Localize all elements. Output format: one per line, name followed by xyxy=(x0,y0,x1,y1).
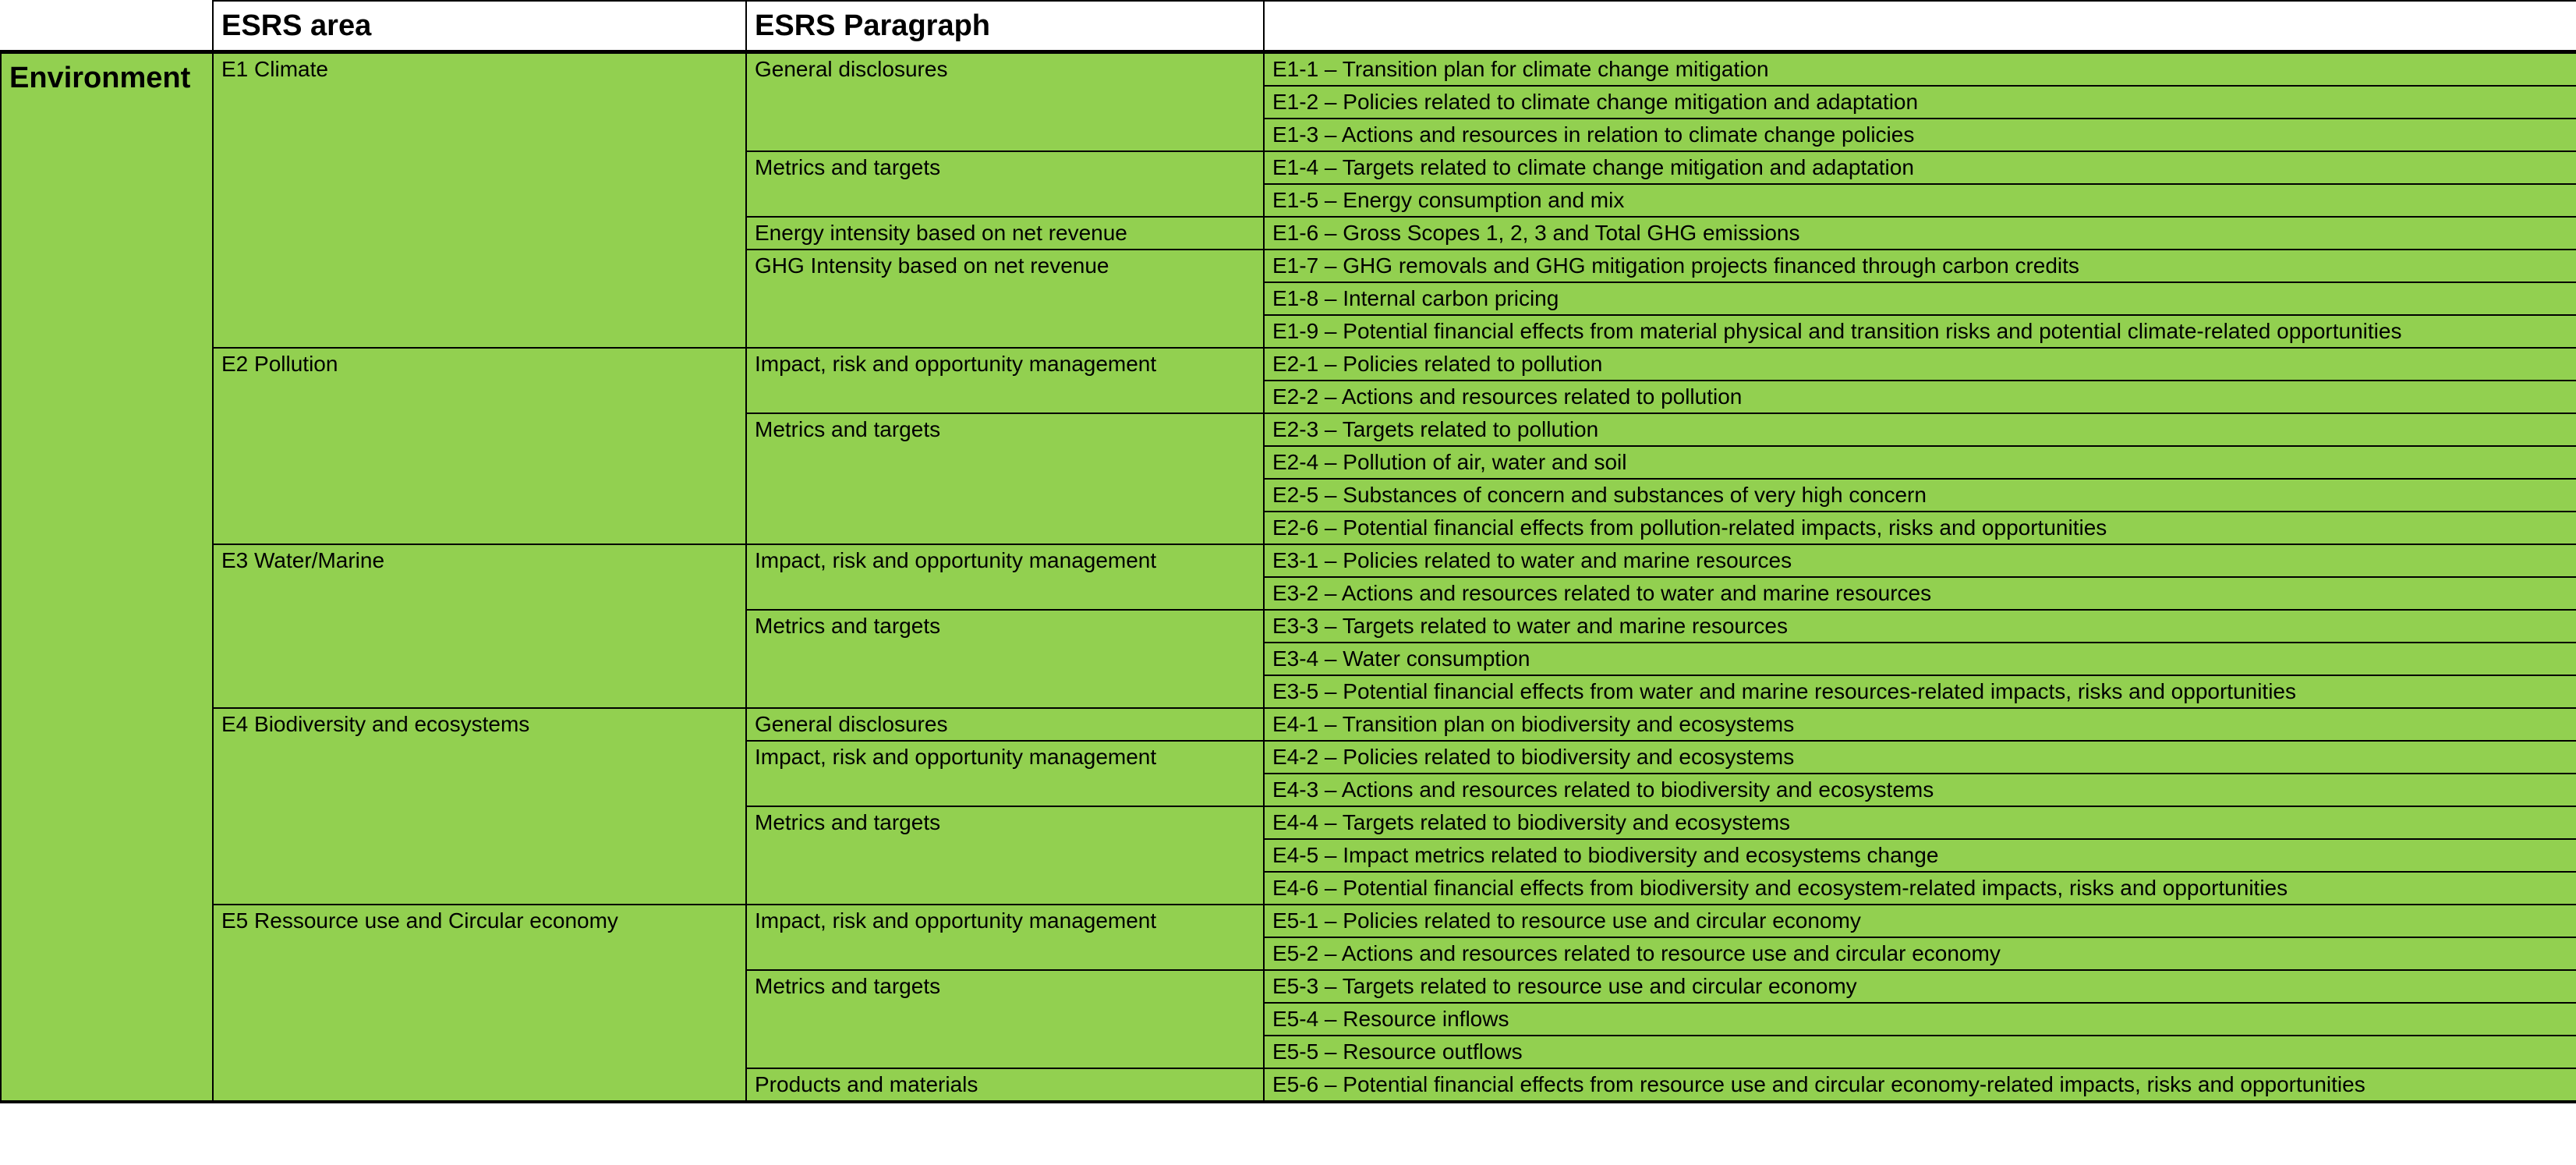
header-row xyxy=(1,1,2576,52)
esrs-section-cell[interactable]: Impact, risk and opportunity management xyxy=(746,544,1264,610)
esrs-paragraph-cell[interactable]: E1-4 – Targets related to climate change mitigation and adaptation xyxy=(1264,151,2576,184)
esrs-paragraph-cell[interactable]: E1-9 – Potential financial effects from material physical and transition risks and potential climate-related opportunities xyxy=(1264,315,2576,348)
esrs-paragraph-cell[interactable]: E1-6 – Gross Scopes 1, 2, 3 and Total GHG emissions xyxy=(1264,217,2576,250)
table-row xyxy=(1,544,2576,577)
esrs-paragraph-cell[interactable]: E2-1 – Policies related to pollution xyxy=(1264,348,2576,381)
esrs-paragraph-cell[interactable]: E4-2 – Policies related to biodiversity and ecosystems xyxy=(1264,741,2576,774)
esrs-paragraph-cell[interactable]: E5-6 – Potential financial effects from resource use and circular economy-related impacts, risks and opportunities xyxy=(1264,1068,2576,1102)
esrs-section-cell[interactable]: Impact, risk and opportunity management xyxy=(746,905,1264,970)
esrs-paragraph-cell[interactable]: E2-2 – Actions and resources related to pollution xyxy=(1264,381,2576,413)
table-row xyxy=(1,905,2576,937)
esrs-paragraph-cell[interactable]: E1-8 – Internal carbon pricing xyxy=(1264,282,2576,315)
esrs-area-cell[interactable]: E1 Climate xyxy=(213,52,746,349)
esrs-paragraph-cell[interactable]: E2-5 – Substances of concern and substances of very high concern xyxy=(1264,479,2576,512)
pillar-cell[interactable]: Environment xyxy=(1,52,213,1103)
esrs-paragraph-cell[interactable]: E4-6 – Potential financial effects from biodiversity and ecosystem-related impacts, risks and opportunities xyxy=(1264,872,2576,905)
esrs-paragraph-cell[interactable]: E3-3 – Targets related to water and marine resources xyxy=(1264,610,2576,643)
table-row xyxy=(1,52,2576,87)
esrs-paragraph-cell[interactable]: E4-5 – Impact metrics related to biodiversity and ecosystems change xyxy=(1264,839,2576,872)
esrs-section-cell[interactable]: General disclosures xyxy=(746,52,1264,152)
esrs-paragraph-cell[interactable]: E5-4 – Resource inflows xyxy=(1264,1003,2576,1036)
esrs-paragraph-cell[interactable]: E1-1 – Transition plan for climate change mitigation xyxy=(1264,52,2576,87)
esrs-paragraph-cell[interactable]: E4-4 – Targets related to biodiversity and ecosystems xyxy=(1264,806,2576,839)
table-row xyxy=(1,348,2576,381)
esrs-section-cell[interactable]: Energy intensity based on net revenue xyxy=(746,217,1264,250)
esrs-area-cell[interactable]: E4 Biodiversity and ecosystems xyxy=(213,708,746,905)
esrs-paragraph-cell[interactable]: E1-5 – Energy consumption and mix xyxy=(1264,184,2576,217)
header-esrs-paragraph[interactable]: ESRS Paragraph xyxy=(746,1,1264,52)
esrs-section-cell[interactable]: Metrics and targets xyxy=(746,970,1264,1068)
esrs-section-cell[interactable]: GHG Intensity based on net revenue xyxy=(746,250,1264,348)
esrs-paragraph-cell[interactable]: E1-2 – Policies related to climate change mitigation and adaptation xyxy=(1264,86,2576,119)
esrs-paragraph-cell[interactable]: E5-3 – Targets related to resource use and circular economy xyxy=(1264,970,2576,1003)
esrs-paragraph-cell[interactable]: E5-5 – Resource outflows xyxy=(1264,1036,2576,1068)
esrs-section-cell[interactable]: General disclosures xyxy=(746,708,1264,741)
esrs-paragraph-cell[interactable]: E3-5 – Potential financial effects from water and marine resources-related impacts, risks and opportunities xyxy=(1264,675,2576,708)
esrs-section-cell[interactable]: Metrics and targets xyxy=(746,151,1264,217)
esrs-area-cell[interactable]: E5 Ressource use and Circular economy xyxy=(213,905,746,1102)
esrs-paragraph-cell[interactable]: E2-4 – Pollution of air, water and soil xyxy=(1264,446,2576,479)
esrs-paragraph-cell[interactable]: E3-4 – Water consumption xyxy=(1264,643,2576,675)
esrs-section-cell[interactable]: Products and materials xyxy=(746,1068,1264,1102)
esrs-section-cell[interactable]: Impact, risk and opportunity management xyxy=(746,741,1264,806)
esrs-paragraph-cell[interactable]: E3-2 – Actions and resources related to water and marine resources xyxy=(1264,577,2576,610)
esrs-paragraph-cell[interactable]: E2-6 – Potential financial effects from pollution-related impacts, risks and opportunities xyxy=(1264,512,2576,544)
esrs-section-cell[interactable]: Metrics and targets xyxy=(746,610,1264,708)
esrs-section-cell[interactable]: Metrics and targets xyxy=(746,806,1264,905)
header-esrs-area[interactable]: ESRS area xyxy=(213,1,746,52)
esrs-paragraph-cell[interactable]: E2-3 – Targets related to pollution xyxy=(1264,413,2576,446)
header-cell-paragraph-list[interactable] xyxy=(1264,1,2576,52)
esrs-paragraph-cell[interactable]: E1-3 – Actions and resources in relation to climate change policies xyxy=(1264,119,2576,151)
esrs-paragraph-cell[interactable]: E1-7 – GHG removals and GHG mitigation projects financed through carbon credits xyxy=(1264,250,2576,282)
esrs-paragraph-cell[interactable]: E5-1 – Policies related to resource use and circular economy xyxy=(1264,905,2576,937)
esrs-area-cell[interactable]: E3 Water/Marine xyxy=(213,544,746,708)
esrs-paragraph-cell[interactable]: E5-2 – Actions and resources related to resource use and circular economy xyxy=(1264,937,2576,970)
esrs-section-cell[interactable]: Metrics and targets xyxy=(746,413,1264,544)
esrs-area-cell[interactable]: E2 Pollution xyxy=(213,348,746,544)
esrs-section-cell[interactable]: Impact, risk and opportunity management xyxy=(746,348,1264,413)
esrs-paragraph-cell[interactable]: E4-3 – Actions and resources related to biodiversity and ecosystems xyxy=(1264,774,2576,806)
esrs-paragraph-cell[interactable]: E3-1 – Policies related to water and marine resources xyxy=(1264,544,2576,577)
esrs-paragraph-cell[interactable]: E4-1 – Transition plan on biodiversity and ecosystems xyxy=(1264,708,2576,741)
table-row xyxy=(1,708,2576,741)
table-body xyxy=(1,52,2576,1103)
header-cell-blank[interactable] xyxy=(1,1,213,52)
